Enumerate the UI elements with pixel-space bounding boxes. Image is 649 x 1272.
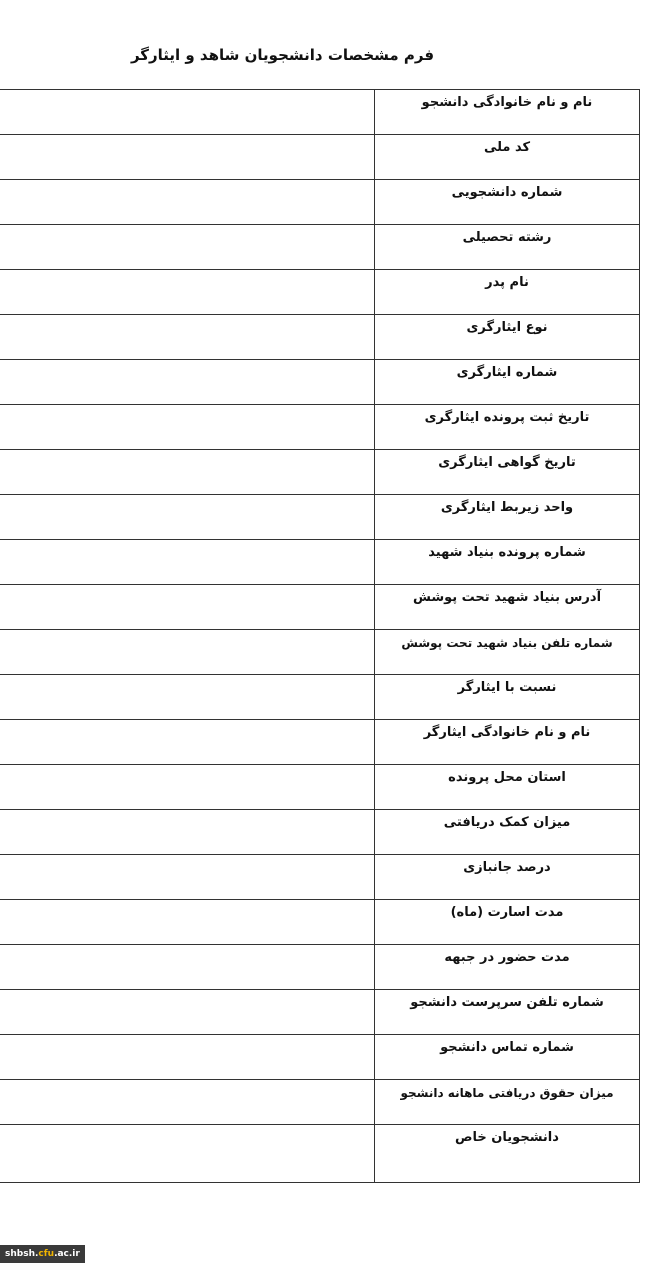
field-label-major: رشته تحصیلی [375,225,640,270]
watermark-suffix: .ac.ir [54,1249,80,1259]
table-row [0,1080,640,1125]
field-value-student-number[interactable] [0,180,375,225]
table-row [0,495,640,540]
field-label-guardian-phone: شماره تلفن سرپرست دانشجو [375,990,640,1035]
field-value-guardian-phone[interactable] [0,990,375,1035]
table-row [0,945,640,990]
table-row [0,585,640,630]
field-value-full-name[interactable] [0,90,375,135]
field-label-relation: نسبت با ایثارگر [375,675,640,720]
field-label-national-code: کد ملی [375,135,640,180]
form-title: فرم مشخصات دانشجویان شاهد و ایثارگر [130,46,435,64]
field-value-related-unit[interactable] [0,495,375,540]
table-row [0,450,640,495]
table-row [0,675,640,720]
field-label-student-phone: شماره تماس دانشجو [375,1035,640,1080]
table-row [0,810,640,855]
field-value-front-duration[interactable] [0,945,375,990]
field-value-foundation-phone[interactable] [0,630,375,675]
field-value-national-code[interactable] [0,135,375,180]
table-row [0,225,640,270]
field-value-disability-percent[interactable] [0,855,375,900]
field-value-relation[interactable] [0,675,375,720]
field-value-sacrifice-number[interactable] [0,360,375,405]
site-watermark [0,1245,85,1263]
field-label-student-number: شماره دانشجویی [375,180,640,225]
student-info-table [0,89,640,1183]
field-label-front-duration: مدت حضور در جبهه [375,945,640,990]
field-value-father-name[interactable] [0,270,375,315]
table-row [0,270,640,315]
field-value-file-province[interactable] [0,765,375,810]
table-row [0,630,640,675]
field-label-disability-percent: درصد جانبازی [375,855,640,900]
table-row [0,540,640,585]
table-row [0,900,640,945]
table-row [0,405,640,450]
field-value-file-registration-date[interactable] [0,405,375,450]
field-label-special-students: دانشجویان خاص [375,1125,640,1183]
field-value-captivity-duration[interactable] [0,900,375,945]
watermark-accent: cfu [38,1249,55,1259]
field-value-veteran-name[interactable] [0,720,375,765]
table-row [0,360,640,405]
field-label-father-name: نام پدر [375,270,640,315]
field-label-related-unit: واحد زیربط ایثارگری [375,495,640,540]
table-row [0,1035,640,1080]
table-row [0,135,640,180]
field-label-captivity-duration: مدت اسارت (ماه) [375,900,640,945]
field-value-foundation-file-number[interactable] [0,540,375,585]
table-row [0,315,640,360]
field-value-certificate-date[interactable] [0,450,375,495]
field-value-foundation-address[interactable] [0,585,375,630]
field-label-veteran-name: نام و نام خانوادگی ایثارگر [375,720,640,765]
field-label-file-registration-date: تاریخ ثبت پرونده ایثارگری [375,405,640,450]
field-value-aid-amount[interactable] [0,810,375,855]
field-label-monthly-salary: میزان حقوق دریافتی ماهانه دانشجو [375,1080,640,1125]
table-row [0,90,640,135]
table-row [0,180,640,225]
table-row [0,855,640,900]
field-label-foundation-file-number: شماره پرونده بنیاد شهید [375,540,640,585]
field-value-special-students[interactable] [0,1125,375,1183]
table-row [0,990,640,1035]
watermark-prefix: shbsh. [5,1249,39,1259]
field-label-sacrifice-type: نوع ایثارگری [375,315,640,360]
field-label-certificate-date: تاریخ گواهی ایثارگری [375,450,640,495]
field-label-file-province: استان محل پرونده [375,765,640,810]
field-label-aid-amount: میزان کمک دریافتی [375,810,640,855]
table-row [0,720,640,765]
field-label-foundation-address: آدرس بنیاد شهید تحت پوشش [375,585,640,630]
table-row [0,765,640,810]
field-value-student-phone[interactable] [0,1035,375,1080]
field-value-sacrifice-type[interactable] [0,315,375,360]
field-value-major[interactable] [0,225,375,270]
field-value-monthly-salary[interactable] [0,1080,375,1125]
field-label-sacrifice-number: شماره ایثارگری [375,360,640,405]
field-label-foundation-phone: شماره تلفن بنیاد شهید تحت پوشش [375,630,640,675]
field-label-full-name: نام و نام خانوادگی دانشجو [375,90,640,135]
table-row [0,1125,640,1183]
